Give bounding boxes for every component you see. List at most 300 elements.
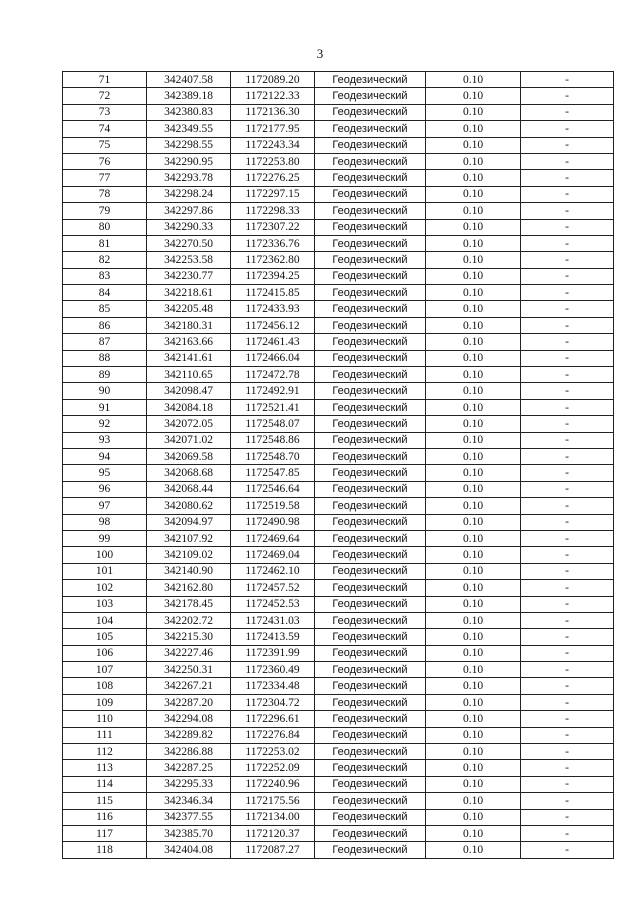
note-cell: -	[521, 121, 614, 137]
accuracy-cell: 0.10	[426, 842, 521, 858]
method-cell: Геодезический	[315, 235, 426, 251]
method-cell: Геодезический	[315, 809, 426, 825]
accuracy-cell: 0.10	[426, 104, 521, 120]
table-row	[63, 252, 614, 268]
accuracy-cell: 0.10	[426, 285, 521, 301]
x-coordinate-cell: 342178.45	[147, 596, 231, 612]
accuracy-cell: 0.10	[426, 694, 521, 710]
table-row	[63, 842, 614, 858]
page-number: 3	[316, 46, 324, 61]
x-coordinate-cell: 342098.47	[147, 383, 231, 399]
accuracy-cell: 0.10	[426, 448, 521, 464]
x-coordinate-cell: 342068.68	[147, 465, 231, 481]
point-number-cell: 98	[63, 514, 147, 530]
point-number-cell: 91	[63, 399, 147, 415]
y-coordinate-cell: 1172296.61	[231, 711, 315, 727]
y-coordinate-cell: 1172548.70	[231, 448, 315, 464]
method-cell: Геодезический	[315, 776, 426, 792]
table-row	[63, 694, 614, 710]
method-cell: Геодезический	[315, 170, 426, 186]
x-coordinate-cell: 342407.58	[147, 72, 231, 88]
table-row	[63, 596, 614, 612]
point-number-cell: 116	[63, 809, 147, 825]
table-row	[63, 170, 614, 186]
note-cell: -	[521, 252, 614, 268]
note-cell: -	[521, 744, 614, 760]
x-coordinate-cell: 342218.61	[147, 285, 231, 301]
table-row	[63, 465, 614, 481]
point-number-cell: 115	[63, 793, 147, 809]
y-coordinate-cell: 1172548.86	[231, 432, 315, 448]
y-coordinate-cell: 1172298.33	[231, 203, 315, 219]
note-cell: -	[521, 432, 614, 448]
point-number-cell: 114	[63, 776, 147, 792]
table-row	[63, 268, 614, 284]
y-coordinate-cell: 1172472.78	[231, 367, 315, 383]
table-row	[63, 367, 614, 383]
coordinates-table	[62, 71, 614, 859]
note-cell: -	[521, 612, 614, 628]
x-coordinate-cell: 342290.33	[147, 219, 231, 235]
note-cell: -	[521, 137, 614, 153]
table-row	[63, 235, 614, 251]
method-cell: Геодезический	[315, 219, 426, 235]
accuracy-cell: 0.10	[426, 219, 521, 235]
accuracy-cell: 0.10	[426, 301, 521, 317]
y-coordinate-cell: 1172360.49	[231, 662, 315, 678]
table-row	[63, 399, 614, 415]
table-row	[63, 612, 614, 628]
point-number-cell: 83	[63, 268, 147, 284]
method-cell: Геодезический	[315, 678, 426, 694]
note-cell: -	[521, 448, 614, 464]
y-coordinate-cell: 1172120.37	[231, 825, 315, 841]
note-cell: -	[521, 153, 614, 169]
note-cell: -	[521, 481, 614, 497]
method-cell: Геодезический	[315, 137, 426, 153]
y-coordinate-cell: 1172304.72	[231, 694, 315, 710]
method-cell: Геодезический	[315, 186, 426, 202]
table-row	[63, 432, 614, 448]
note-cell: -	[521, 399, 614, 415]
note-cell: -	[521, 416, 614, 432]
method-cell: Геодезический	[315, 530, 426, 546]
note-cell: -	[521, 727, 614, 743]
table-row	[63, 711, 614, 727]
y-coordinate-cell: 1172452.53	[231, 596, 315, 612]
point-number-cell: 86	[63, 317, 147, 333]
accuracy-cell: 0.10	[426, 334, 521, 350]
coordinates-table-body	[63, 72, 614, 859]
table-row	[63, 219, 614, 235]
accuracy-cell: 0.10	[426, 465, 521, 481]
x-coordinate-cell: 342110.65	[147, 367, 231, 383]
x-coordinate-cell: 342295.33	[147, 776, 231, 792]
note-cell: -	[521, 514, 614, 530]
x-coordinate-cell: 342180.31	[147, 317, 231, 333]
x-coordinate-cell: 342230.77	[147, 268, 231, 284]
note-cell: -	[521, 809, 614, 825]
accuracy-cell: 0.10	[426, 170, 521, 186]
method-cell: Геодезический	[315, 317, 426, 333]
x-coordinate-cell: 342293.78	[147, 170, 231, 186]
note-cell: -	[521, 711, 614, 727]
method-cell: Геодезический	[315, 399, 426, 415]
accuracy-cell: 0.10	[426, 825, 521, 841]
point-number-cell: 112	[63, 744, 147, 760]
point-number-cell: 72	[63, 88, 147, 104]
point-number-cell: 97	[63, 498, 147, 514]
table-row	[63, 825, 614, 841]
point-number-cell: 111	[63, 727, 147, 743]
accuracy-cell: 0.10	[426, 399, 521, 415]
method-cell: Геодезический	[315, 153, 426, 169]
accuracy-cell: 0.10	[426, 88, 521, 104]
point-number-cell: 94	[63, 448, 147, 464]
table-row	[63, 744, 614, 760]
accuracy-cell: 0.10	[426, 580, 521, 596]
x-coordinate-cell: 342289.82	[147, 727, 231, 743]
accuracy-cell: 0.10	[426, 350, 521, 366]
table-row	[63, 72, 614, 88]
point-number-cell: 71	[63, 72, 147, 88]
x-coordinate-cell: 342202.72	[147, 612, 231, 628]
method-cell: Геодезический	[315, 383, 426, 399]
x-coordinate-cell: 342297.86	[147, 203, 231, 219]
y-coordinate-cell: 1172490.98	[231, 514, 315, 530]
x-coordinate-cell: 342286.88	[147, 744, 231, 760]
note-cell: -	[521, 203, 614, 219]
note-cell: -	[521, 88, 614, 104]
y-coordinate-cell: 1172334.48	[231, 678, 315, 694]
x-coordinate-cell: 342294.08	[147, 711, 231, 727]
note-cell: -	[521, 629, 614, 645]
point-number-cell: 118	[63, 842, 147, 858]
point-number-cell: 99	[63, 530, 147, 546]
note-cell: -	[521, 465, 614, 481]
table-row	[63, 350, 614, 366]
point-number-cell: 75	[63, 137, 147, 153]
x-coordinate-cell: 342270.50	[147, 235, 231, 251]
point-number-cell: 82	[63, 252, 147, 268]
method-cell: Геодезический	[315, 301, 426, 317]
note-cell: -	[521, 235, 614, 251]
method-cell: Геодезический	[315, 547, 426, 563]
note-cell: -	[521, 596, 614, 612]
point-number-cell: 84	[63, 285, 147, 301]
point-number-cell: 102	[63, 580, 147, 596]
note-cell: -	[521, 842, 614, 858]
accuracy-cell: 0.10	[426, 383, 521, 399]
accuracy-cell: 0.10	[426, 498, 521, 514]
table-row	[63, 448, 614, 464]
point-number-cell: 81	[63, 235, 147, 251]
x-coordinate-cell: 342380.83	[147, 104, 231, 120]
accuracy-cell: 0.10	[426, 514, 521, 530]
x-coordinate-cell: 342287.20	[147, 694, 231, 710]
method-cell: Геодезический	[315, 252, 426, 268]
accuracy-cell: 0.10	[426, 612, 521, 628]
x-coordinate-cell: 342267.21	[147, 678, 231, 694]
point-number-cell: 79	[63, 203, 147, 219]
method-cell: Геодезический	[315, 694, 426, 710]
accuracy-cell: 0.10	[426, 629, 521, 645]
table-row	[63, 776, 614, 792]
method-cell: Геодезический	[315, 793, 426, 809]
table-row	[63, 416, 614, 432]
point-number-cell: 88	[63, 350, 147, 366]
table-row	[63, 137, 614, 153]
point-number-cell: 74	[63, 121, 147, 137]
x-coordinate-cell: 342107.92	[147, 530, 231, 546]
method-cell: Геодезический	[315, 825, 426, 841]
table-row	[63, 645, 614, 661]
x-coordinate-cell: 342162.80	[147, 580, 231, 596]
method-cell: Геодезический	[315, 367, 426, 383]
x-coordinate-cell: 342068.44	[147, 481, 231, 497]
method-cell: Геодезический	[315, 727, 426, 743]
method-cell: Геодезический	[315, 72, 426, 88]
y-coordinate-cell: 1172134.00	[231, 809, 315, 825]
method-cell: Геодезический	[315, 285, 426, 301]
point-number-cell: 95	[63, 465, 147, 481]
table-row	[63, 514, 614, 530]
y-coordinate-cell: 1172492.91	[231, 383, 315, 399]
note-cell: -	[521, 825, 614, 841]
x-coordinate-cell: 342349.55	[147, 121, 231, 137]
y-coordinate-cell: 1172307.22	[231, 219, 315, 235]
accuracy-cell: 0.10	[426, 760, 521, 776]
accuracy-cell: 0.10	[426, 645, 521, 661]
point-number-cell: 107	[63, 662, 147, 678]
y-coordinate-cell: 1172240.96	[231, 776, 315, 792]
y-coordinate-cell: 1172252.09	[231, 760, 315, 776]
point-number-cell: 89	[63, 367, 147, 383]
x-coordinate-cell: 342163.66	[147, 334, 231, 350]
accuracy-cell: 0.10	[426, 727, 521, 743]
note-cell: -	[521, 678, 614, 694]
method-cell: Геодезический	[315, 612, 426, 628]
note-cell: -	[521, 350, 614, 366]
method-cell: Геодезический	[315, 268, 426, 284]
y-coordinate-cell: 1172089.20	[231, 72, 315, 88]
accuracy-cell: 0.10	[426, 776, 521, 792]
method-cell: Геодезический	[315, 416, 426, 432]
note-cell: -	[521, 563, 614, 579]
point-number-cell: 96	[63, 481, 147, 497]
x-coordinate-cell: 342298.55	[147, 137, 231, 153]
method-cell: Геодезический	[315, 432, 426, 448]
accuracy-cell: 0.10	[426, 367, 521, 383]
x-coordinate-cell: 342389.18	[147, 88, 231, 104]
note-cell: -	[521, 219, 614, 235]
accuracy-cell: 0.10	[426, 563, 521, 579]
y-coordinate-cell: 1172519.58	[231, 498, 315, 514]
table-row	[63, 760, 614, 776]
point-number-cell: 77	[63, 170, 147, 186]
table-row	[63, 334, 614, 350]
table-row	[63, 662, 614, 678]
point-number-cell: 103	[63, 596, 147, 612]
table-row	[63, 809, 614, 825]
y-coordinate-cell: 1172087.27	[231, 842, 315, 858]
table-row	[63, 793, 614, 809]
accuracy-cell: 0.10	[426, 72, 521, 88]
note-cell: -	[521, 285, 614, 301]
table-row	[63, 285, 614, 301]
point-number-cell: 85	[63, 301, 147, 317]
method-cell: Геодезический	[315, 563, 426, 579]
accuracy-cell: 0.10	[426, 252, 521, 268]
table-row	[63, 121, 614, 137]
y-coordinate-cell: 1172521.41	[231, 399, 315, 415]
table-row	[63, 678, 614, 694]
table-row	[63, 727, 614, 743]
method-cell: Геодезический	[315, 203, 426, 219]
method-cell: Геодезический	[315, 514, 426, 530]
y-coordinate-cell: 1172461.43	[231, 334, 315, 350]
table-row	[63, 203, 614, 219]
table-row	[63, 580, 614, 596]
note-cell: -	[521, 383, 614, 399]
method-cell: Геодезический	[315, 596, 426, 612]
note-cell: -	[521, 170, 614, 186]
table-row	[63, 629, 614, 645]
x-coordinate-cell: 342253.58	[147, 252, 231, 268]
note-cell: -	[521, 776, 614, 792]
x-coordinate-cell: 342215.30	[147, 629, 231, 645]
point-number-cell: 92	[63, 416, 147, 432]
point-number-cell: 73	[63, 104, 147, 120]
y-coordinate-cell: 1172122.33	[231, 88, 315, 104]
point-number-cell: 87	[63, 334, 147, 350]
point-number-cell: 108	[63, 678, 147, 694]
point-number-cell: 113	[63, 760, 147, 776]
y-coordinate-cell: 1172276.84	[231, 727, 315, 743]
method-cell: Геодезический	[315, 104, 426, 120]
point-number-cell: 109	[63, 694, 147, 710]
y-coordinate-cell: 1172469.04	[231, 547, 315, 563]
method-cell: Геодезический	[315, 760, 426, 776]
x-coordinate-cell: 342250.31	[147, 662, 231, 678]
accuracy-cell: 0.10	[426, 711, 521, 727]
note-cell: -	[521, 760, 614, 776]
accuracy-cell: 0.10	[426, 416, 521, 432]
x-coordinate-cell: 342346.34	[147, 793, 231, 809]
accuracy-cell: 0.10	[426, 137, 521, 153]
accuracy-cell: 0.10	[426, 662, 521, 678]
x-coordinate-cell: 342109.02	[147, 547, 231, 563]
method-cell: Геодезический	[315, 350, 426, 366]
method-cell: Геодезический	[315, 481, 426, 497]
table-row	[63, 317, 614, 333]
y-coordinate-cell: 1172336.76	[231, 235, 315, 251]
y-coordinate-cell: 1172431.03	[231, 612, 315, 628]
point-number-cell: 117	[63, 825, 147, 841]
table-row	[63, 498, 614, 514]
note-cell: -	[521, 301, 614, 317]
note-cell: -	[521, 547, 614, 563]
method-cell: Геодезический	[315, 121, 426, 137]
x-coordinate-cell: 342072.05	[147, 416, 231, 432]
table-row	[63, 530, 614, 546]
point-number-cell: 93	[63, 432, 147, 448]
y-coordinate-cell: 1172276.25	[231, 170, 315, 186]
accuracy-cell: 0.10	[426, 432, 521, 448]
point-number-cell: 106	[63, 645, 147, 661]
x-coordinate-cell: 342141.61	[147, 350, 231, 366]
point-number-cell: 78	[63, 186, 147, 202]
x-coordinate-cell: 342140.90	[147, 563, 231, 579]
method-cell: Геодезический	[315, 448, 426, 464]
note-cell: -	[521, 498, 614, 514]
y-coordinate-cell: 1172456.12	[231, 317, 315, 333]
x-coordinate-cell: 342227.46	[147, 645, 231, 661]
note-cell: -	[521, 317, 614, 333]
accuracy-cell: 0.10	[426, 186, 521, 202]
accuracy-cell: 0.10	[426, 203, 521, 219]
y-coordinate-cell: 1172391.99	[231, 645, 315, 661]
method-cell: Геодезический	[315, 88, 426, 104]
point-number-cell: 80	[63, 219, 147, 235]
y-coordinate-cell: 1172415.85	[231, 285, 315, 301]
x-coordinate-cell: 342287.25	[147, 760, 231, 776]
y-coordinate-cell: 1172433.93	[231, 301, 315, 317]
note-cell: -	[521, 186, 614, 202]
note-cell: -	[521, 645, 614, 661]
table-row	[63, 383, 614, 399]
method-cell: Геодезический	[315, 842, 426, 858]
y-coordinate-cell: 1172297.15	[231, 186, 315, 202]
x-coordinate-cell: 342071.02	[147, 432, 231, 448]
table-row	[63, 88, 614, 104]
note-cell: -	[521, 694, 614, 710]
table-row	[63, 104, 614, 120]
point-number-cell: 105	[63, 629, 147, 645]
method-cell: Геодезический	[315, 580, 426, 596]
table-row	[63, 563, 614, 579]
x-coordinate-cell: 342205.48	[147, 301, 231, 317]
y-coordinate-cell: 1172253.02	[231, 744, 315, 760]
accuracy-cell: 0.10	[426, 547, 521, 563]
table-row	[63, 547, 614, 563]
y-coordinate-cell: 1172362.80	[231, 252, 315, 268]
y-coordinate-cell: 1172457.52	[231, 580, 315, 596]
x-coordinate-cell: 342385.70	[147, 825, 231, 841]
point-number-cell: 104	[63, 612, 147, 628]
y-coordinate-cell: 1172548.07	[231, 416, 315, 432]
y-coordinate-cell: 1172413.59	[231, 629, 315, 645]
table-row	[63, 301, 614, 317]
y-coordinate-cell: 1172175.56	[231, 793, 315, 809]
method-cell: Геодезический	[315, 334, 426, 350]
accuracy-cell: 0.10	[426, 744, 521, 760]
accuracy-cell: 0.10	[426, 678, 521, 694]
accuracy-cell: 0.10	[426, 153, 521, 169]
y-coordinate-cell: 1172177.95	[231, 121, 315, 137]
method-cell: Геодезический	[315, 744, 426, 760]
note-cell: -	[521, 530, 614, 546]
y-coordinate-cell: 1172469.64	[231, 530, 315, 546]
note-cell: -	[521, 72, 614, 88]
note-cell: -	[521, 662, 614, 678]
accuracy-cell: 0.10	[426, 121, 521, 137]
table-row	[63, 481, 614, 497]
y-coordinate-cell: 1172547.85	[231, 465, 315, 481]
y-coordinate-cell: 1172394.25	[231, 268, 315, 284]
note-cell: -	[521, 580, 614, 596]
accuracy-cell: 0.10	[426, 481, 521, 497]
